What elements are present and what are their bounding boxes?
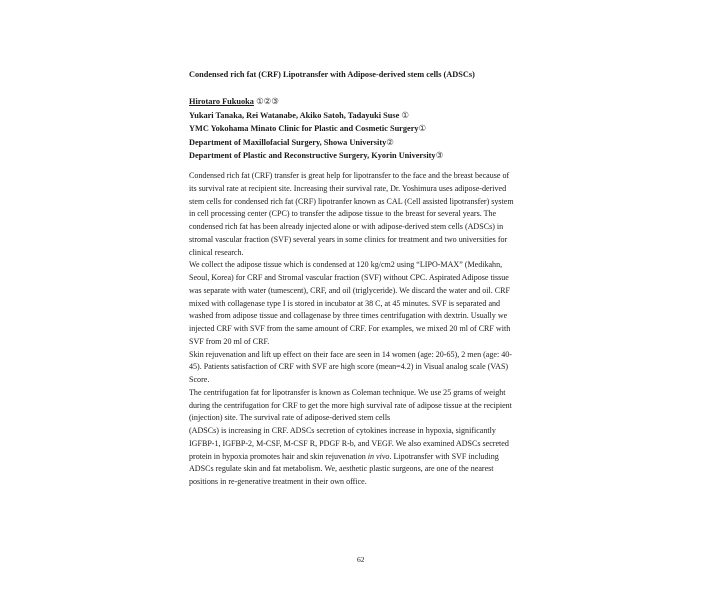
affiliation-1 [189, 122, 443, 136]
affiliation-name: Department of Maxillofacial Surgery, Showa University [189, 137, 387, 147]
body-line: The centrifugation fat for lipotransfer is known as Coleman technique. We use 25 grams of weight [189, 387, 506, 397]
body-line: stem cells for condensed rich fat (CRF) lipotranfer known as CAL (Cell assisted lipotransfer) system [189, 196, 514, 206]
coauthors-line [189, 109, 443, 123]
body-line: mixed with collagenase type I is stored in incubator at 38 C, at 45 minutes. SVF is separated and [189, 298, 501, 308]
body-line: was separate with water (tumescent), CRF, and oil (triglyceride). We discard the water and oil. CRF [189, 285, 511, 295]
body-line: (ADSCs) is increasing in CRF. ADSCs secretion of cytokines increase in hypoxia, significantly [189, 426, 496, 435]
affiliation-name: YMC Yokohama Minato Clinic for Plastic and Cosmetic Surgery [189, 124, 419, 134]
body-line: Condensed rich fat (CRF) transfer is great help for lipotransfer to the face and the breast because of [189, 171, 510, 180]
coauthor-names: Yukari Tanaka, Rei Watanabe, Akiko Satoh, Tadayuki Suse [189, 110, 400, 120]
affiliation-mark: ① [418, 123, 427, 134]
affiliation-2 [189, 136, 443, 150]
body-line: Score. [189, 375, 210, 384]
abstract-title: Condensed rich fat (CRF) Lipotransfer with Adipose-derived stem cells (ADSCs) [189, 70, 475, 79]
body-line: stromal vascular fraction (SVF) several years in some clinics for treatment and two universities for [189, 234, 508, 244]
body-line: ADSCs regulate skin and fat metabolism. We, aesthetic plastic surgeons, are one of the nearest [189, 464, 494, 474]
author-block [189, 95, 443, 163]
body-line: during the centrifugation for CRF to get the more high survival rate of adipose tissue at the recipient [189, 400, 512, 410]
body-line: positions in re-generative treatment in their own office. [189, 477, 367, 486]
body-text-run: protein in hypoxia promotes hair and skin rejuvenation [189, 451, 368, 461]
body-line: Seoul, Korea) for CRF and Stromal vascular fraction (SVF) without CPC. Aspirated Adipose tissue [189, 273, 509, 282]
body-line: Skin rejuvenation and lift up effect on their face are seen in 14 women (age: 20-65), 2 men (age: 40- [189, 349, 512, 359]
body-line: (injection) site. The survival rate of adipose-derived stem cells [189, 413, 391, 423]
lead-author-line [189, 95, 443, 109]
affiliation-name: Department of Plastic and Reconstructive Surgery, Kyorin University [189, 151, 436, 161]
body-line-with-italic [189, 451, 539, 464]
coauthor-affiliation-mark: ① [399, 109, 410, 120]
affiliation-mark: ③ [435, 150, 444, 161]
lead-author-affiliation-marks: ①②③ [253, 96, 279, 106]
body-line: SVF from 20 ml of CRF. [189, 336, 270, 346]
abstract-body [189, 170, 539, 489]
body-line: We collect the adipose tissue which is condensed at 120 kg/cm2 using “LIPO-MAX” (Medikahn, [189, 260, 503, 270]
body-line: washed from adipose tissue and collagenase by three times centrifugation with dextrin. Usually we [189, 311, 508, 321]
body-text-run: . Lipotransfer with SVF including [389, 451, 499, 461]
affiliation-mark: ② [386, 136, 394, 147]
body-line: IGFBP-1, IGFBP-2, M-CSF, M-CSF R, PDGF R-b, and VEGF. We also examined ADSCs secreted [189, 438, 509, 448]
body-line: its survival rate at recipient site. Increasing their survival rate, Dr. Yoshimura uses adipose-derived [189, 183, 507, 193]
page-number: 62 [357, 555, 365, 564]
body-line: in cell processing center (CPC) to transfer the adipose tissue to the breast for several years. The [189, 209, 497, 219]
affiliation-3 [189, 149, 443, 163]
body-line: 45). Patients satisfaction of CRF with SVF are high score (mean=4.2) in Visual analog scale (VAS) [189, 362, 509, 372]
body-line: condensed rich fat has been already injected alone or with adipose-derived stem cells (ADSCs) in [189, 222, 504, 231]
italic-term: in vivo [367, 451, 390, 461]
body-line: injected CRF with SVF from the same amount of CRF. For examples, we mixed 20 ml of CRF with [189, 324, 511, 333]
lead-author-name: Hirotaro Fukuoka [189, 97, 254, 106]
body-line: clinical research. [189, 247, 244, 257]
